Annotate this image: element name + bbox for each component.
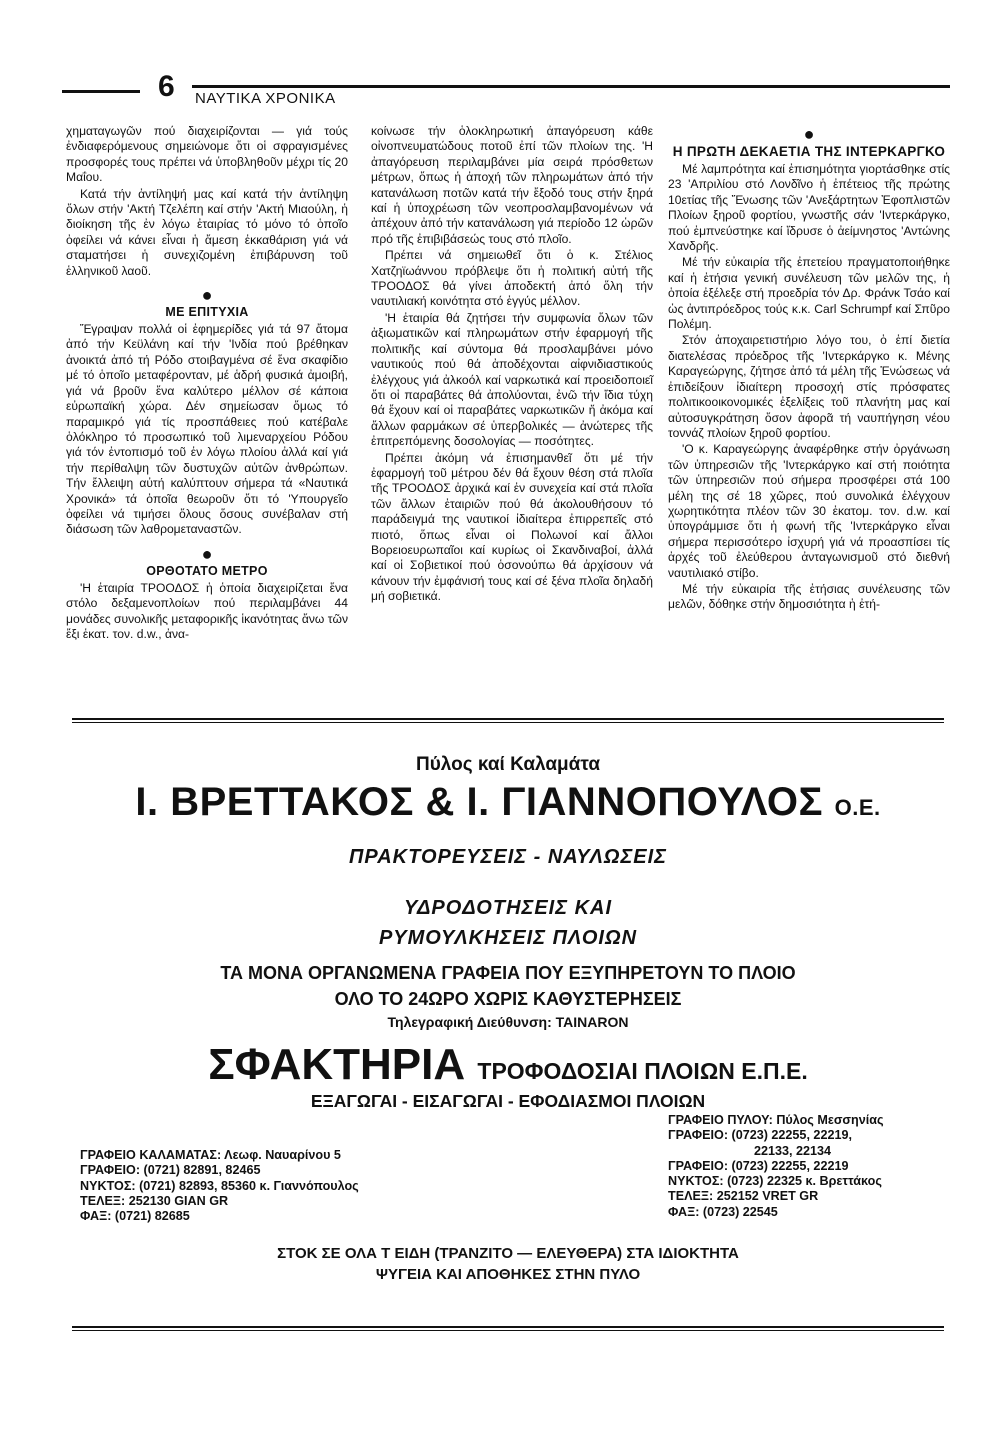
article-paragraph: χηματαγωγῶν πού διαχειρίζονται — γιά τούς ἐνδιαφερόμενους σημειώνομε ὅτι οἱ σφραγισμένες προσφορές τους πρέπει νά ὑποβληθοῦν μέχρι τίς 20 Μαΐου. bbox=[66, 124, 348, 185]
advert-telegraph: Τηλεγραφική Διεύθυνση: TAINARON bbox=[387, 1014, 629, 1030]
contact-line: 22133, 22134 bbox=[754, 1143, 832, 1158]
advert-tagline bbox=[72, 960, 944, 1012]
publication-title: ΝΑΥΤΙΚΑ ΧΡΟΝΙΚΑ bbox=[195, 90, 336, 107]
kalamata-office-contacts bbox=[80, 1148, 359, 1224]
article-paragraph: Πρέπει νά σημειωθεῖ ὅτι ὁ κ. Στέλιος Χατζηϊωάννου πρόβλεψε ὅτι ἡ πολιτική αὐτή τῆς ΤΡΟΟΔΟΣ θά γίνει ἀποδεκτή ἀπό ὅλη τήν ναυτιλιακή κοινότητα στό ἐγγύς μέλλον. bbox=[371, 248, 653, 309]
advert-stock-note bbox=[72, 1243, 944, 1285]
article-paragraph: Ἔγραψαν πολλά οἱ ἐφημερίδες γιά τά 97 ἄτομα ἀπό τήν Κεϋλάνη καί τήν 'Ινδία πού βρέθηκαν ἀνοικτά ἀπό τή Ρόδο στοιβαγμένα σέ ἕνα σκαφίδιο μέ τό ὁποῖο μεταφέρονταν, μέ ἁδρή φυσικά ἀμοιβή, γιά νά βροῦν ἕνα καλύτερο μέλλον σέ κάποια εὐρωπαϊκή χώρα. Δέν σημείωσαν ὅμως τό παραμικρό γιά τίς προσπάθειες πού κατέβαλε ὁλόκληρο τό προσωπικό τοῦ λιμεναρχείου Ρόδου γιά τόν ἐντοπισμό τοῦ ἐν λόγω πλοίου ἀλλά καί γιά τήν περίθαλψη τῶν δυστυχῶν αὐτῶν ἀνθρώπων. Τήν ἔλλειψη αὐτή καλύπτουν σήμερα τά «Ναυτικά Χρονικά» τά ὁποῖα θεωροῦν ὅτι τό 'Υπουργεῖο ὀφείλει νά τιμήσει ὅλους ὅσους συνέβαλαν στή διάσωση τῶν λαθρομεταναστῶν. bbox=[66, 322, 348, 537]
page-header bbox=[62, 70, 950, 110]
article-paragraph: 'Η ἐταιρία θά ζητήσει τήν συμφωνία ὅλων τῶν ἀξιωματικῶν καί πληρωμάτων στήν ἐφαρμογή τῆς πολιτικῆς καί σύντομα θά προσλαμβάνει μόνο ναυτικούς πού θά ἀποδέχονται αἰφνιδιαστικούς ἐλέγχους γιά ἀλκοόλ καί ναρκωτικά καί προειδοποιεῖ ὅτι οἱ παραβάτες θά ἀπολύονται, ἐνῶ τήν ἴδια τύχη θά ἔχουν καί οἱ παραβάτες ναρκωτικῶν ἤ ἀκόμα καί ἄλλων φαρμάκων σέ ὑπερβολικές — ἀνώτερες τῆς ἐπιτρεπόμενης δοσολογίας — ποσότητες. bbox=[371, 310, 653, 449]
advert-bottom-rule bbox=[72, 1326, 944, 1331]
company-name: Ι. ΒΡΕΤΤΑΚΟΣ & Ι. ΓΙΑΝΝΟΠΟΥΛΟΣ bbox=[135, 780, 823, 824]
page-number: 6 bbox=[158, 70, 175, 103]
company-suffix: Ο.Ε. bbox=[834, 795, 881, 820]
contact-line: ΦΑΞ: (0723) 22545 bbox=[668, 1204, 778, 1219]
advert-services-line: ΥΔΡΟΔΟΤΗΣΕΙΣ ΚΑΙ bbox=[403, 897, 613, 919]
contact-line: ΝΥΚΤΟΣ: (0721) 82893, 85360 κ. Γιαννόπουλος bbox=[80, 1178, 359, 1193]
contact-line: ΓΡΑΦΕΙΟ: (0721) 82891, 82465 bbox=[80, 1163, 261, 1178]
stock-line: ΨΥΓΕΙΑ ΚΑΙ ΑΠΟΘΗΚΕΣ ΣΤΗΝ ΠΥΛΟ bbox=[375, 1266, 641, 1283]
section-heading: ΟΡΘΟΤΑΤΟ ΜΕΤΡΟ bbox=[146, 563, 268, 578]
contact-line: ΓΡΑΦΕΙΟ: (0723) 22255, 22219 bbox=[668, 1158, 849, 1173]
contact-line: ΤΕΛΕΞ: 252130 GIAN GR bbox=[80, 1193, 229, 1208]
article-column-2 bbox=[371, 124, 653, 606]
bullet-icon: ● bbox=[803, 124, 815, 144]
advert-services: ΠΡΑΚΤΟΡΕΥΣΕΙΣ - ΝΑΥΛΩΣΕΙΣ bbox=[349, 846, 667, 868]
article-column-3 bbox=[668, 124, 950, 614]
advert-sfakteria bbox=[72, 1040, 944, 1090]
advert-services-2 bbox=[72, 893, 944, 953]
article-paragraph: 'Ο κ. Καραγεώργης ἀναφέρθηκε στήν ὀργάνωση τῶν ὑπηρεσιῶν τῆς 'Ιντερκάργκο καί στή ποιότητα τῶν ὑπηρεσιῶν πού σήμερα προσφέρει στά 100 μέλη της σέ 18 χῶρες, πού συνολικά ἐλέγχουν χωρητικότητα πλέον τῶν 30 ἑκατομ. τον. d.w. καί ὑπογράμμισε ὅτι ἡ φωνή τῆς 'Ιντερκάργκο εἶναι σήμερα περισσότερο ἰσχυρή γιά νά προασπίσει τίς ἀρχές τοῦ ἐλεύθερου ἀνταγωνισμοῦ στό διεθνή ναυτιλιακό στίβο. bbox=[668, 442, 950, 580]
article-paragraph: Μέ λαμπρότητα καί ἐπισημότητα γιορτάσθηκε στίς 23 'Απριλίου στό Λονδῖνο ἡ ἐπέτειος τῆς πρώτης 10ετίας τῆς Ἕνωσης τῶν 'Ανεξάρτητων Ἐφοπλιστῶν Πλοίων ξηροῦ φορτίου, γνωστῆς σάν 'Ιντερκάργκο, πού ἐμπνεύστηκε καί ἵδρυσε ὁ ἀείμνηστος 'Αντώνης Χανδρῆς. bbox=[668, 162, 950, 254]
contact-line: ΓΡΑΦΕΙΟ: (0723) 22255, 22219, bbox=[668, 1128, 852, 1143]
article-paragraph: 'Η ἐταιρία ΤΡΟΟΔΟΣ ἡ ὁποία διαχειρίζεται ἕνα στόλο δεξαμενοπλοίων πού περιλαμβάνει 44 μονάδες συνολικῆς μεταφορικῆς ἱκανότητας ἄνω τῶν ἔξι ἑκατ. τον. d.w., ἀνα- bbox=[66, 580, 348, 641]
stock-line: ΣΤΟΚ ΣΕ ΟΛΑ Τ ΕΙΔΗ (ΤΡΑΝΖΙΤΟ — ΕΛΕΥΘΕΡΑ) ΣΤΑ ΙΔΙΟΚΤΗΤΑ bbox=[277, 1245, 739, 1262]
article-paragraph: Μέ τήν εὐκαιρία τῆς ἐτήσιας συνέλευσης τῶν μελῶν, δόθηκε στήν δημοσιότητα ἡ ἐτή- bbox=[668, 581, 950, 612]
advert-services-line: ΡΥΜΟΥΛΚΗΣΕΙΣ ΠΛΟΙΩΝ bbox=[378, 927, 638, 949]
sfakteria-name: ΣΦΑΚΤΗΡΙΑ bbox=[208, 1040, 466, 1089]
article-paragraph: Πρέπει ἀκόμη νά ἐπισημανθεῖ ὅτι μέ τήν ἐφαρμογή τοῦ μέτρου δέν θά ἔχουν θέση στά πλοῖα τῆς ΤΡΟΟΔΟΣ ἀρχικά καί ἐν συνεχεία καί στά πλοῖα τῶν ἄλλων ἐταιριῶν πού θά ἀκολουθήσουν τό παράδειγμά της ναυτικοί ἰδιαίτερα ἐπιρρεπεῖς στό πιοτό, ὅπως εἶναι οἱ Πολωνοί καί ἄλλοι Βορειοευρωπαῖοι καί κυρίως οἱ Σκανδιναβοί, ἀλλά καί οἱ Σοβιετικοί πού ὁσονούπω θά ἀρχίσουν νά κάνουν τήν ἐμφάνισή τους καί σέ ξένα πλοῖα δηλαδή μή σοβιετικά. bbox=[371, 450, 653, 604]
advert-company-name bbox=[72, 780, 944, 825]
advert-city: Πύλος καί Καλαμάτα bbox=[416, 754, 600, 775]
contact-line: ΓΡΑΦΕΙΟ ΠΥΛΟΥ: Πύλος Μεσσηνίας bbox=[668, 1113, 884, 1127]
contact-line: ΝΥΚΤΟΣ: (0723) 22325 κ. Βρεττάκος bbox=[668, 1174, 882, 1189]
article-paragraph: Στόν ἀποχαιρετιστήριο λόγο του, ὁ ἐπί διετία διατελέσας πρόεδρος τῆς 'Ιντερκάργκο κ. Μένης Καραγεώργης, ζήτησε ἀπό τά μέλη τῆς Ἑνώσεως νά ἐπιδείξουν ἰδιαίτερη προσοχή στίς πρόσφατες πολιτικοοικονομικές ἐξελίξεις τοῦ πλανήτη μας καί αὐτοσυγκράτηση ὅσον ἀφορᾶ τή ναυπήγηση νέου τοννάζ πλοίων ξηροῦ φορτίου. bbox=[668, 333, 950, 440]
sfakteria-subtitle: ΤΡΟΦΟΔΟΣΙΑΙ ΠΛΟΙΩΝ Ε.Π.Ε. bbox=[477, 1058, 808, 1084]
contact-line: ΓΡΑΦΕΙΟ ΚΑΛΑΜΑΤΑΣ: Λεωφ. Ναυαρίνου 5 bbox=[80, 1148, 341, 1162]
bullet-icon: ● bbox=[201, 285, 213, 306]
section-heading: ΜΕ ΕΠΙΤΥΧΙΑ bbox=[165, 305, 249, 320]
tagline-line: ΟΛΟ ΤΟ 24ΩΡΟ ΧΩΡΙΣ ΚΑΘΥΣΤΕΡΗΣΕΙΣ bbox=[334, 989, 682, 1009]
header-rule-right bbox=[192, 85, 950, 88]
tagline-line: ΤΑ ΜΟΝΑ ΟΡΓΑΝΩΜΕΝΑ ΓΡΑΦΕΙΑ ΠΟΥ ΕΞΥΠΗΡΕΤΟΥΝ ΤΟ ΠΛΟΙΟ bbox=[220, 963, 796, 983]
bullet-icon: ● bbox=[201, 543, 213, 564]
pylos-office-contacts bbox=[668, 1113, 884, 1220]
article-column-1 bbox=[66, 124, 348, 643]
contact-line: ΦΑΞ: (0721) 82685 bbox=[80, 1209, 190, 1224]
section-heading: Η ΠΡΩΤΗ ΔΕΚΑΕΤΙΑ ΤΗΣ ΙΝΤΕΡΚΑΡΓΚΟ bbox=[672, 144, 946, 159]
article-paragraph: Μέ τήν εὐκαιρία τῆς ἐπετείου πραγματοποιήθηκε καί ἡ ἐτήσια γενική συνέλευση τῶν μελῶν της, ἡ ὁποία ἐξέλεξε στή προεδρία τόν Δρ. Φράνκ Τσάο καί ὡς ἀντιπρόεδρος τούς κ.κ. Carl Schrumpf καί Σπῦρο Πολέμη. bbox=[668, 255, 950, 332]
advert-top-rule bbox=[72, 718, 944, 723]
contact-line: ΤΕΛΕΞ: 252152 VRET GR bbox=[668, 1189, 819, 1204]
article-paragraph: κοίνωσε τήν ὁλοκληρωτική ἀπαγόρευση κάθε οἰνοπνευματώδους ποτοῦ ἐπί τῶν πλοίων της. 'Η ἀπαγόρευση περιλαμβάνει μία σειρά πρόσθετων μέτρων, ὅπως ἡ ἀποχή τῶν πληρωμάτων ἀπό τήν κατανάλωση ποτῶν κατά τήν ἔξοδό τους στήν ξηρά καί ἡ ὑποχρέωση τῶν νεοπροσλαμβανομένων νά ἀπέχουν ἀπό τήν κατανάλωση γιά περίοδο 12 ὡρῶν πρό τῆς ἐπιβιβάσεώς τους στό πλοῖο. bbox=[371, 124, 653, 246]
article-paragraph: Κατά τήν ἀντίληψή μας καί κατά τήν ἀντίληψη ὅλων στήν 'Ακτή Τζελέπη καί στήν 'Ακτή Μιαούλη, ἡ διοίκηση τῆς ἐν λόγω ἐταιρίας τό μόνο τό ὁποῖο ὀφείλει νά κάνει εἶναι ἡ ἄμεση ἐκκαθάριση γιά νά σταματήσει ἡ συνεχιζομένη ἐπιβάρυνση τοῦ ἑλληνικοῦ λαοῦ. bbox=[66, 186, 348, 278]
advert-sfakteria-services: ΕΞΑΓΩΓΑΙ - ΕΙΣΑΓΩΓΑΙ - ΕΦΟΔΙΑΣΜΟΙ ΠΛΟΙΩΝ bbox=[310, 1091, 706, 1111]
header-rule-left bbox=[62, 90, 140, 93]
